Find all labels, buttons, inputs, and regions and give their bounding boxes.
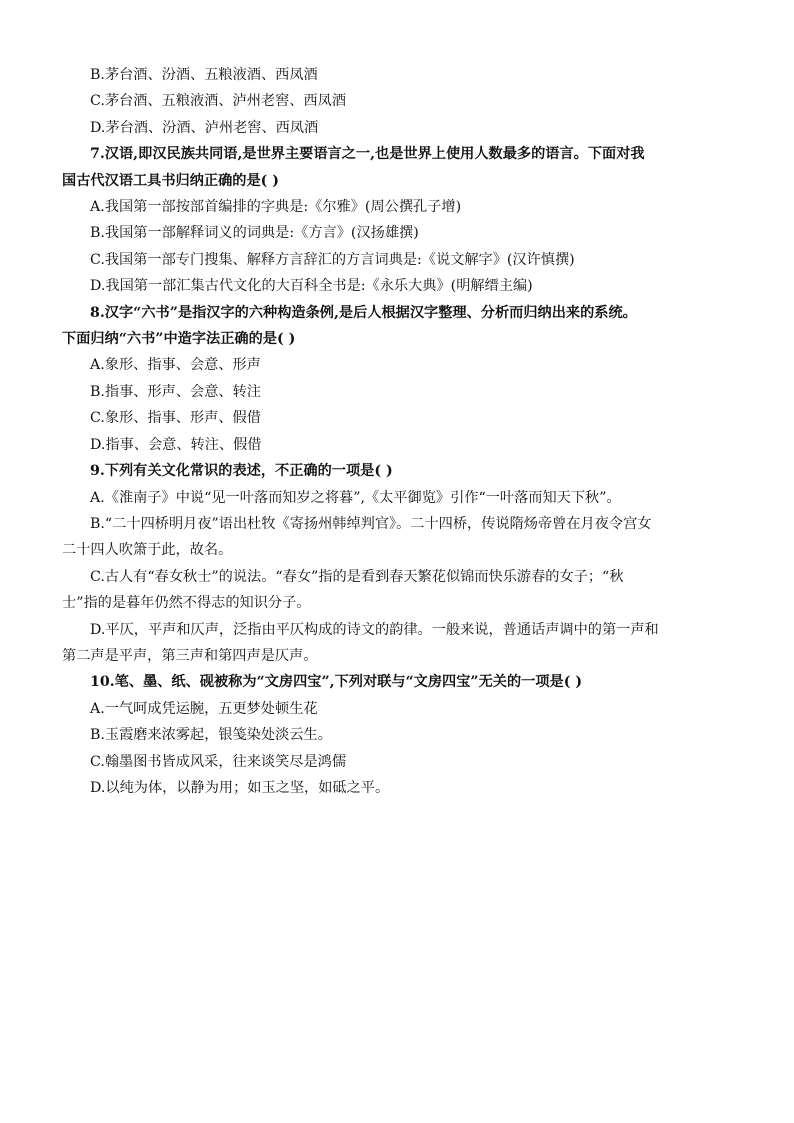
q10-option-a: A.一气呵成凭运腕，五更梦处顿生花 [90, 700, 318, 717]
q9-option-d-line2: 第二声是平声，第三声和第四声是仄声。 [62, 647, 318, 664]
q7-option-d: D.我国第一部汇集古代文化的大百科全书是:《永乐大典》(明解缙主编) [90, 278, 533, 295]
q8-option-c: C.象形、指事、形声、假借 [90, 410, 261, 427]
q10-option-d: D.以纯为体，以静为用；如玉之坚，如砥之平。 [90, 779, 390, 796]
q9-option-c-line1: C.古人有“春女秋士”的说法。“春女”指的是看到春天繁花似锦而快乐游春的女子；“秋 [90, 568, 624, 585]
q9-option-b-line1: B.“二十四桥明月夜”语出杜牧《寄扬州韩绰判官》。二十四桥，传说隋炀帝曾在月夜令宫女 [90, 515, 652, 532]
q9-option-a: A.《淮南子》中说“见一叶落而知岁之将暮”,《太平御览》引作“一叶落而知天下秋”。 [90, 489, 621, 506]
q7-stem-line1: 7.汉语,即汉民族共同语,是世界主要语言之一,也是世界上使用人数最多的语言。下面对我 [90, 146, 645, 163]
q9-option-c-line2: 士”指的是暮年仍然不得志的知识分子。 [62, 595, 311, 612]
q7-stem-line2: 国古代汉语工具书归纳正确的是( ) [62, 172, 279, 189]
q8-option-a: A.象形、指事、会意、形声 [90, 357, 261, 374]
q8-stem-line1: 8.汉字“六书”是指汉字的六种构造条例,是后人根据汉字整理、分析而归纳出来的系统。 [90, 304, 637, 321]
q9-stem: 9.下列有关文化常识的表述，不正确的一项是( ) [90, 463, 393, 480]
q6-option-d: D.茅台酒、汾酒、泸州老窖、西凤酒 [90, 119, 319, 136]
q10-option-c: C.翰墨图书皆成风采，往来谈笑尽是鸿儒 [90, 753, 347, 770]
q10-option-b: B.玉霞磨来浓雾起，银笺染处淡云生。 [90, 727, 332, 744]
q6-option-b: B.茅台酒、汾酒、五粮液酒、西凤酒 [90, 67, 318, 83]
q7-option-b: B.我国第一部解释词义的词典是:《方言》(汉扬雄撰) [90, 225, 419, 242]
q7-option-a: A.我国第一部按部首编排的字典是:《尔雅》(周公撰孔子增) [90, 199, 462, 216]
q9-option-b-line2: 二十四人吹箫于此，故名。 [62, 542, 233, 559]
q8-option-d: D.指事、会意、转注、假借 [90, 436, 262, 453]
q8-stem-line2: 下面归纳“六书”中造字法正确的是( ) [62, 331, 296, 348]
q7-option-c: C.我国第一部专门搜集、解释方言辞汇的方言词典是:《说文解字》(汉许慎撰) [90, 251, 575, 268]
q10-stem: 10.笔、墨、纸、砚被称为“文房四宝”,下列对联与“文房四宝”无关的一项是( ) [90, 674, 583, 691]
q8-option-b: B.指事、形声、会意、转注 [90, 383, 261, 400]
document-content [62, 62, 734, 801]
q9-option-d-line1: D.平仄，平声和仄声，泛指由平仄构成的诗文的韵律。一般来说，普通话声调中的第一声和 [90, 621, 659, 638]
q6-option-c: C.茅台酒、五粮液酒、泸州老窖、西凤酒 [90, 93, 347, 110]
